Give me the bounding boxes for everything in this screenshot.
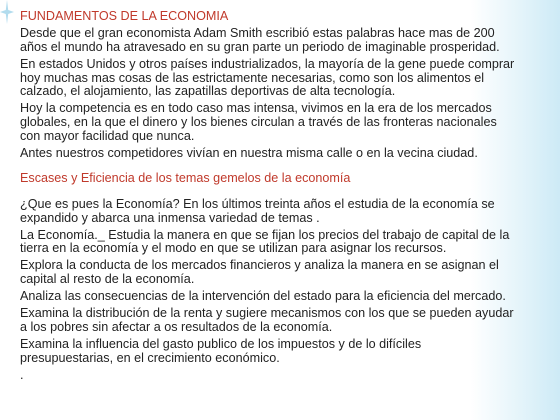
paragraph-adam-smith: Desde que el gran economista Adam Smith escribió estas palabras hace mas de 200 años el mundo ha atravesado en su gran parte un periodo de imaginable prosperidad. <box>20 26 500 54</box>
slide-title: FUNDAMENTOS DE LA ECONOMIA <box>20 9 229 23</box>
paragraph-public-spending: Examina la influencia del gasto publico de los impuestos y de lo difíciles presupuestarias, en el crecimiento económico. <box>20 337 422 365</box>
paragraph-definition: La Economía._ Estudia la manera en que se fijan los precios del trabajo de capital de la tierra en la economía y el modo en que se utilizan para asignar los recursos. <box>20 227 510 256</box>
paragraph-what-is-economy: ¿Que es pues la Economía? En los últimos treinta años el estudia de la economía se expandido y abarca una inmensa variedad de temas . <box>20 196 495 225</box>
paragraph-trailing-dot: . <box>20 368 24 382</box>
paragraph-income-distribution: Examina la distribución de la renta y sugiere mecanismos con los que se pueden ayudar a los pobres sin afectar a os resultados de la economía. <box>20 306 514 335</box>
paragraph-competitors: Antes nuestros competidores vivían en nuestra misma calle o en la vecina ciudad. <box>20 145 478 160</box>
section-subtitle: Escases y Eficiencia de los temas gemelos de la economía <box>20 171 351 186</box>
slide-content <box>20 10 550 386</box>
paragraph-state-intervention: Analiza las consecuencias de la intervención del estado para la eficiencia del mercado. <box>20 289 506 304</box>
paragraph-financial-markets: Explora la conducta de los mercados financieros y analiza la manera en se asignan el capital al resto de la economía. <box>20 258 499 287</box>
sparkle-decoration-icon <box>0 0 14 24</box>
paragraph-industrialized-countries: En estados Unidos y otros países industrializados, la mayoría de la gene puede comprar hoy muchas mas cosas de las estrictamente necesarias, como son los alimentos el calzado, el alojamiento, las zapatillas deportivas de alta tecnología. <box>20 56 515 99</box>
paragraph-competition: Hoy la competencia es en todo caso mas intensa, vivimos en la era de los mercados globales, en la que el dinero y los bienes circulan a través de las fronteras nacionales con mayor facilidad que nunca. <box>20 101 497 143</box>
